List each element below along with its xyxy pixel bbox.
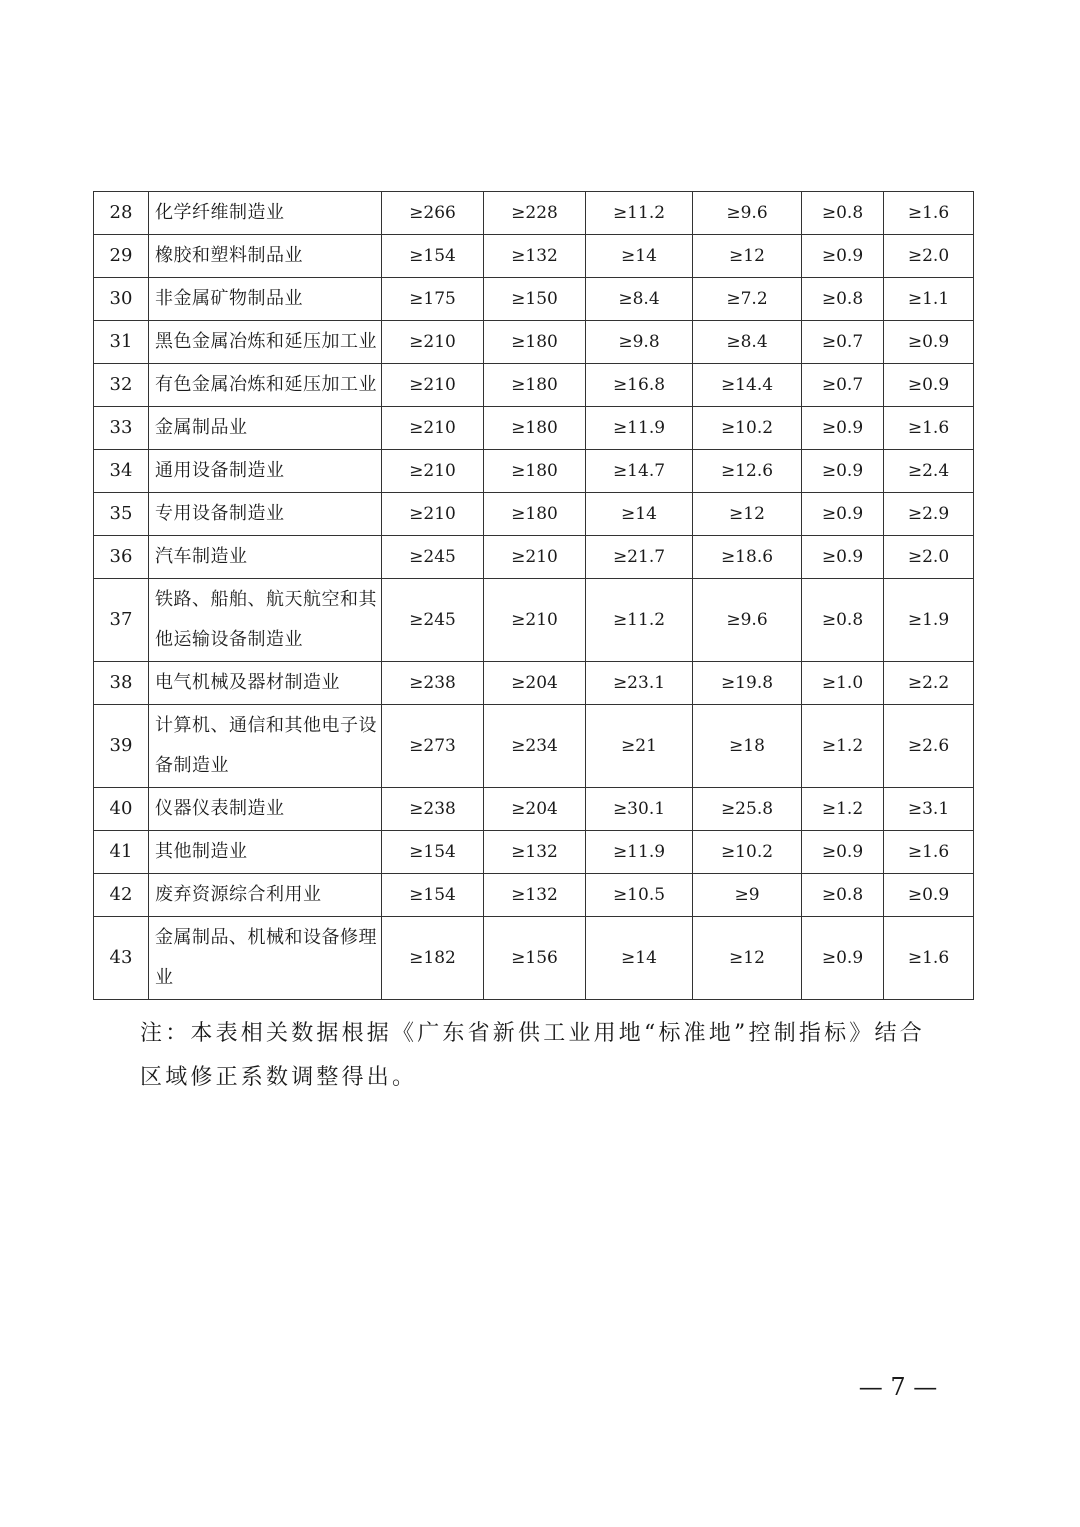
indicator-cell: ≥2.4 — [884, 450, 974, 493]
indicator-cell: ≥154 — [382, 831, 484, 874]
indicator-cell: ≥238 — [382, 662, 484, 705]
indicator-cell: ≥266 — [382, 192, 484, 235]
table-row — [94, 235, 974, 278]
indicator-table — [93, 191, 974, 1000]
table-row — [94, 705, 974, 788]
indicator-cell: ≥228 — [484, 192, 586, 235]
indicator-cell: ≥23.1 — [586, 662, 693, 705]
industry-name: 仪器仪表制造业 — [149, 788, 382, 831]
indicator-cell: ≥210 — [382, 364, 484, 407]
indicator-cell: ≥1.6 — [884, 407, 974, 450]
industry-name: 有色金属冶炼和延压加工业 — [149, 364, 382, 407]
indicator-cell: ≥2.9 — [884, 493, 974, 536]
indicator-cell: ≥14.4 — [693, 364, 802, 407]
indicator-cell: ≥0.7 — [802, 321, 884, 364]
indicator-cell: ≥180 — [484, 493, 586, 536]
indicator-cell: ≥210 — [382, 321, 484, 364]
industry-name: 化学纤维制造业 — [149, 192, 382, 235]
table-row — [94, 192, 974, 235]
indicator-cell: ≥210 — [484, 536, 586, 579]
indicator-cell: ≥14.7 — [586, 450, 693, 493]
table-row — [94, 321, 974, 364]
indicator-cell: ≥180 — [484, 321, 586, 364]
indicator-cell: ≥204 — [484, 788, 586, 831]
row-number: 42 — [94, 874, 149, 917]
row-number: 31 — [94, 321, 149, 364]
indicator-cell: ≥0.8 — [802, 278, 884, 321]
industry-name: 废弃资源综合利用业 — [149, 874, 382, 917]
indicator-cell: ≥0.9 — [802, 536, 884, 579]
indicator-cell: ≥210 — [382, 407, 484, 450]
indicator-cell: ≥8.4 — [693, 321, 802, 364]
indicator-cell: ≥12.6 — [693, 450, 802, 493]
indicator-cell: ≥12 — [693, 235, 802, 278]
table-row — [94, 662, 974, 705]
indicator-cell: ≥10.2 — [693, 407, 802, 450]
indicator-cell: ≥1.6 — [884, 192, 974, 235]
indicator-cell: ≥0.9 — [802, 831, 884, 874]
indicator-cell: ≥0.9 — [884, 874, 974, 917]
indicator-cell: ≥21 — [586, 705, 693, 788]
row-number: 43 — [94, 917, 149, 1000]
indicator-cell: ≥245 — [382, 579, 484, 662]
industry-name: 黑色金属冶炼和延压加工业 — [149, 321, 382, 364]
table-row — [94, 493, 974, 536]
indicator-cell: ≥30.1 — [586, 788, 693, 831]
indicator-cell: ≥10.2 — [693, 831, 802, 874]
indicator-cell: ≥182 — [382, 917, 484, 1000]
indicator-cell: ≥0.9 — [802, 407, 884, 450]
indicator-cell: ≥1.0 — [802, 662, 884, 705]
indicator-cell: ≥132 — [484, 874, 586, 917]
row-number: 39 — [94, 705, 149, 788]
indicator-cell: ≥8.4 — [586, 278, 693, 321]
indicator-cell: ≥7.2 — [693, 278, 802, 321]
industry-name: 非金属矿物制品业 — [149, 278, 382, 321]
indicator-cell: ≥0.9 — [802, 493, 884, 536]
indicator-cell: ≥154 — [382, 874, 484, 917]
industry-name: 汽车制造业 — [149, 536, 382, 579]
indicator-cell: ≥2.6 — [884, 705, 974, 788]
indicator-cell: ≥0.9 — [884, 364, 974, 407]
indicator-cell: ≥210 — [382, 493, 484, 536]
indicator-cell: ≥11.9 — [586, 407, 693, 450]
indicator-cell: ≥234 — [484, 705, 586, 788]
table-row — [94, 917, 974, 1000]
indicator-cell: ≥21.7 — [586, 536, 693, 579]
indicator-cell: ≥2.0 — [884, 536, 974, 579]
indicator-cell: ≥11.2 — [586, 579, 693, 662]
industry-name: 铁路、船舶、航天航空和其他运输设备制造业 — [149, 579, 382, 662]
indicator-cell: ≥1.2 — [802, 788, 884, 831]
indicator-cell: ≥210 — [382, 450, 484, 493]
indicator-cell: ≥0.8 — [802, 874, 884, 917]
indicator-cell: ≥150 — [484, 278, 586, 321]
table-row — [94, 579, 974, 662]
indicator-cell: ≥0.7 — [802, 364, 884, 407]
indicator-cell: ≥9 — [693, 874, 802, 917]
indicator-cell: ≥210 — [484, 579, 586, 662]
indicator-cell: ≥11.9 — [586, 831, 693, 874]
indicator-cell: ≥1.6 — [884, 831, 974, 874]
indicator-cell: ≥154 — [382, 235, 484, 278]
table-row — [94, 536, 974, 579]
row-number: 28 — [94, 192, 149, 235]
row-number: 38 — [94, 662, 149, 705]
indicator-cell: ≥1.9 — [884, 579, 974, 662]
indicator-cell: ≥0.9 — [802, 917, 884, 1000]
indicator-cell: ≥2.2 — [884, 662, 974, 705]
indicator-cell: ≥10.5 — [586, 874, 693, 917]
indicator-cell: ≥132 — [484, 235, 586, 278]
industry-name: 其他制造业 — [149, 831, 382, 874]
indicator-cell: ≥0.9 — [884, 321, 974, 364]
indicator-cell: ≥245 — [382, 536, 484, 579]
indicator-cell: ≥12 — [693, 917, 802, 1000]
table-row — [94, 450, 974, 493]
indicator-cell: ≥180 — [484, 407, 586, 450]
indicator-cell: ≥14 — [586, 235, 693, 278]
industry-name: 专用设备制造业 — [149, 493, 382, 536]
indicator-cell: ≥238 — [382, 788, 484, 831]
indicator-cell: ≥175 — [382, 278, 484, 321]
indicator-cell: ≥0.8 — [802, 192, 884, 235]
indicator-cell: ≥14 — [586, 493, 693, 536]
indicator-cell: ≥19.8 — [693, 662, 802, 705]
table-row — [94, 407, 974, 450]
indicator-cell: ≥180 — [484, 450, 586, 493]
row-number: 35 — [94, 493, 149, 536]
table-row — [94, 364, 974, 407]
indicator-cell: ≥18.6 — [693, 536, 802, 579]
indicator-cell: ≥16.8 — [586, 364, 693, 407]
indicator-cell: ≥11.2 — [586, 192, 693, 235]
indicator-cell: ≥180 — [484, 364, 586, 407]
indicator-cell: ≥273 — [382, 705, 484, 788]
row-number: 34 — [94, 450, 149, 493]
indicator-cell: ≥14 — [586, 917, 693, 1000]
page-number: — 7 — — [858, 1373, 938, 1401]
industry-name: 金属制品、机械和设备修理业 — [149, 917, 382, 1000]
industry-name: 通用设备制造业 — [149, 450, 382, 493]
indicator-cell: ≥9.6 — [693, 579, 802, 662]
indicator-cell: ≥25.8 — [693, 788, 802, 831]
industry-name: 电气机械及器材制造业 — [149, 662, 382, 705]
indicator-cell: ≥12 — [693, 493, 802, 536]
row-number: 36 — [94, 536, 149, 579]
indicator-cell: ≥3.1 — [884, 788, 974, 831]
row-number: 40 — [94, 788, 149, 831]
indicator-cell: ≥156 — [484, 917, 586, 1000]
row-number: 33 — [94, 407, 149, 450]
row-number: 30 — [94, 278, 149, 321]
indicator-cell: ≥9.8 — [586, 321, 693, 364]
table-row — [94, 788, 974, 831]
indicator-cell: ≥9.6 — [693, 192, 802, 235]
industry-name: 计算机、通信和其他电子设备制造业 — [149, 705, 382, 788]
indicator-cell: ≥1.2 — [802, 705, 884, 788]
indicator-cell: ≥18 — [693, 705, 802, 788]
industry-name: 金属制品业 — [149, 407, 382, 450]
indicator-cell: ≥204 — [484, 662, 586, 705]
indicator-cell: ≥132 — [484, 831, 586, 874]
indicator-cell: ≥1.6 — [884, 917, 974, 1000]
row-number: 41 — [94, 831, 149, 874]
row-number: 37 — [94, 579, 149, 662]
table-footnote: 注：本表相关数据根据《广东省新供工业用地“标准地”控制指标》结合区域修正系数调整得出。 — [140, 1021, 925, 1090]
indicator-cell: ≥2.0 — [884, 235, 974, 278]
indicator-cell: ≥0.8 — [802, 579, 884, 662]
table-row — [94, 278, 974, 321]
indicator-cell: ≥1.1 — [884, 278, 974, 321]
indicator-cell: ≥0.9 — [802, 450, 884, 493]
industry-name: 橡胶和塑料制品业 — [149, 235, 382, 278]
indicator-cell: ≥0.9 — [802, 235, 884, 278]
table-row — [94, 831, 974, 874]
row-number: 29 — [94, 235, 149, 278]
table-row — [94, 874, 974, 917]
row-number: 32 — [94, 364, 149, 407]
